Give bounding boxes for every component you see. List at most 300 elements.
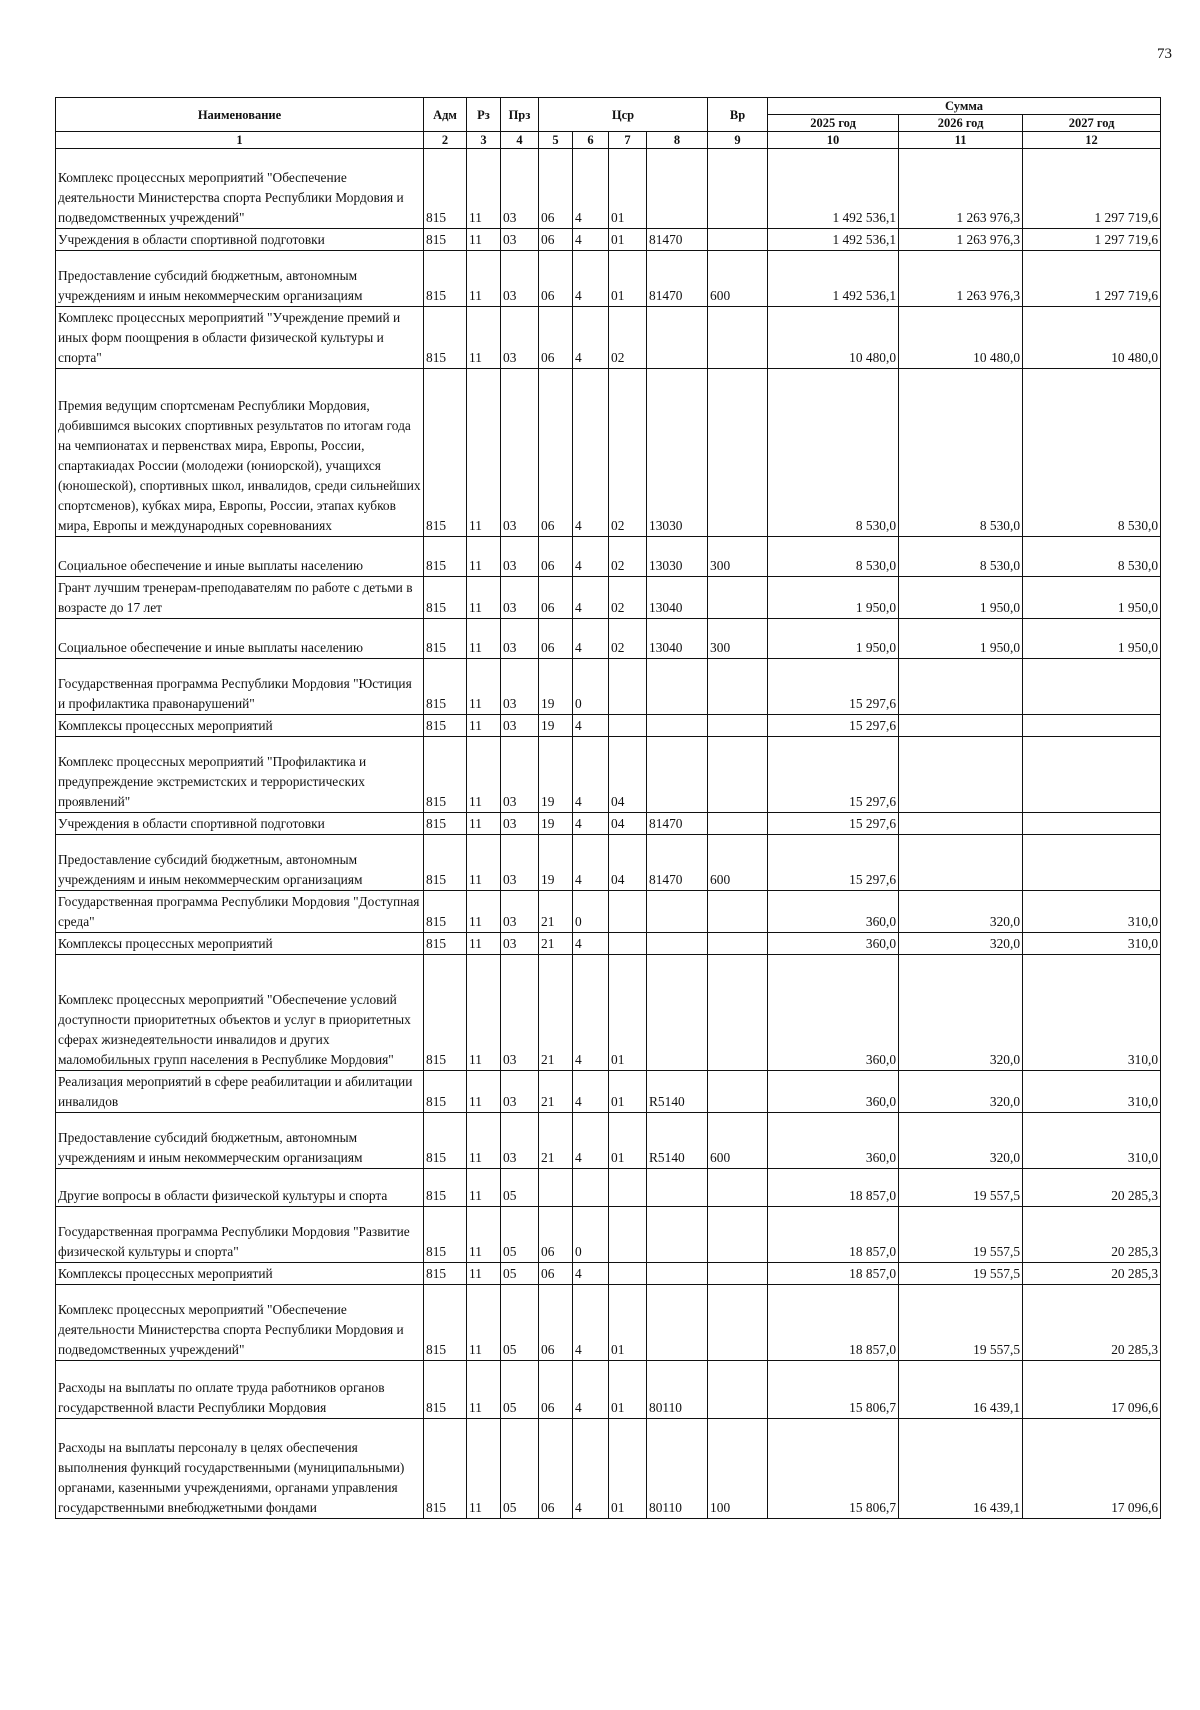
- row-rz: 11: [467, 577, 501, 619]
- row-rz: 11: [467, 955, 501, 1071]
- row-adm: 815: [424, 619, 467, 659]
- row-program: 21: [539, 933, 573, 955]
- table-row: [56, 619, 1161, 659]
- row-adm: 815: [424, 307, 467, 369]
- row-direction: 13040: [647, 577, 708, 619]
- row-direction: R5140: [647, 1071, 708, 1113]
- row-type: 0: [573, 891, 609, 933]
- row-name: Учреждения в области спортивной подготовки: [56, 813, 424, 835]
- table-row: [56, 955, 1161, 1071]
- row-prz: 03: [501, 229, 539, 251]
- row-amount-2025: 360,0: [768, 933, 899, 955]
- page-number: 73: [1157, 46, 1172, 62]
- row-direction: [647, 715, 708, 737]
- row-amount-2027: 1 950,0: [1023, 619, 1161, 659]
- row-amount-2027: 1 297 719,6: [1023, 149, 1161, 229]
- row-rz: 11: [467, 1113, 501, 1169]
- row-program: [539, 1169, 573, 1207]
- row-expense-type: [708, 149, 768, 229]
- row-prz: 05: [501, 1169, 539, 1207]
- row-subprogram: 01: [609, 955, 647, 1071]
- row-amount-2025: 8 530,0: [768, 369, 899, 537]
- row-type: [573, 1169, 609, 1207]
- table-header: [56, 98, 1161, 149]
- row-amount-2027: 1 297 719,6: [1023, 251, 1161, 307]
- row-rz: 11: [467, 715, 501, 737]
- row-amount-2027: 310,0: [1023, 1113, 1161, 1169]
- row-adm: 815: [424, 1361, 467, 1419]
- row-expense-type: 600: [708, 1113, 768, 1169]
- row-name: Комплекс процессных мероприятий "Учреждение премий и иных форм поощрения в области физической культуры и спорта": [56, 307, 424, 369]
- table-row: [56, 737, 1161, 813]
- row-name: Комплексы процессных мероприятий: [56, 1263, 424, 1285]
- row-adm: 815: [424, 229, 467, 251]
- table-row: [56, 813, 1161, 835]
- row-prz: 03: [501, 1113, 539, 1169]
- row-prz: 03: [501, 1071, 539, 1113]
- row-rz: 11: [467, 537, 501, 577]
- row-name: Грант лучшим тренерам-преподавателям по работе с детьми в возрасте до 17 лет: [56, 577, 424, 619]
- table-row: [56, 307, 1161, 369]
- row-adm: 815: [424, 1071, 467, 1113]
- row-subprogram: [609, 659, 647, 715]
- row-program: 21: [539, 1113, 573, 1169]
- row-rz: 11: [467, 933, 501, 955]
- row-program: 06: [539, 1419, 573, 1519]
- row-amount-2026: 19 557,5: [899, 1207, 1023, 1263]
- row-program: 06: [539, 619, 573, 659]
- row-amount-2027: 20 285,3: [1023, 1263, 1161, 1285]
- row-name: Реализация мероприятий в сфере реабилитации и абилитации инвалидов: [56, 1071, 424, 1113]
- row-program: 06: [539, 577, 573, 619]
- row-amount-2025: 360,0: [768, 1071, 899, 1113]
- row-name: Государственная программа Республики Мордовия "Доступная среда": [56, 891, 424, 933]
- row-rz: 11: [467, 1207, 501, 1263]
- row-name: Государственная программа Республики Мордовия "Юстиция и профилактика правонарушений": [56, 659, 424, 715]
- row-rz: 11: [467, 1361, 501, 1419]
- row-amount-2026: 1 950,0: [899, 619, 1023, 659]
- row-expense-type: [708, 369, 768, 537]
- row-type: 4: [573, 737, 609, 813]
- row-amount-2025: 15 806,7: [768, 1361, 899, 1419]
- column-number: 4: [501, 132, 539, 149]
- row-type: 4: [573, 835, 609, 891]
- column-number: 2: [424, 132, 467, 149]
- row-amount-2025: 1 950,0: [768, 577, 899, 619]
- row-prz: 03: [501, 955, 539, 1071]
- row-amount-2025: 18 857,0: [768, 1285, 899, 1361]
- row-program: 06: [539, 537, 573, 577]
- row-direction: 13040: [647, 619, 708, 659]
- row-prz: 03: [501, 737, 539, 813]
- row-adm: 815: [424, 1113, 467, 1169]
- row-program: 06: [539, 369, 573, 537]
- row-program: 19: [539, 813, 573, 835]
- row-amount-2026: 320,0: [899, 1113, 1023, 1169]
- row-direction: [647, 659, 708, 715]
- row-amount-2027: 310,0: [1023, 955, 1161, 1071]
- row-expense-type: [708, 1285, 768, 1361]
- row-amount-2025: 15 297,6: [768, 737, 899, 813]
- row-prz: 03: [501, 577, 539, 619]
- row-direction: 13030: [647, 537, 708, 577]
- row-name: Комплексы процессных мероприятий: [56, 715, 424, 737]
- row-name: Государственная программа Республики Мордовия "Развитие физической культуры и спорта": [56, 1207, 424, 1263]
- row-direction: [647, 737, 708, 813]
- row-prz: 05: [501, 1285, 539, 1361]
- row-prz: 03: [501, 891, 539, 933]
- row-adm: 815: [424, 577, 467, 619]
- row-name: Комплекс процессных мероприятий "Профилактика и предупреждение экстремистских и террористических проявлений": [56, 737, 424, 813]
- row-rz: 11: [467, 737, 501, 813]
- table-row: [56, 1207, 1161, 1263]
- row-amount-2025: 18 857,0: [768, 1207, 899, 1263]
- header-adm: Адм: [424, 98, 467, 132]
- row-type: 4: [573, 149, 609, 229]
- row-subprogram: 04: [609, 737, 647, 813]
- row-amount-2026: 16 439,1: [899, 1361, 1023, 1419]
- row-direction: [647, 891, 708, 933]
- row-direction: [647, 933, 708, 955]
- row-amount-2025: 15 297,6: [768, 813, 899, 835]
- table-row: [56, 1113, 1161, 1169]
- row-rz: 11: [467, 1071, 501, 1113]
- row-amount-2026: 1 263 976,3: [899, 229, 1023, 251]
- row-name: Премия ведущим спортсменам Республики Мордовия, добившимся высоких спортивных результатов по итогам года на чемпионатах и первенствах мира, Европы, России, спартакиадах России (молодежи (юниорской), учащихся (юношеской), спортивных школ, инвалидов, среди сильнейших спортсменов), кубках мира, Европы, России, этапах кубков мира, Европы и международных соревнованиях: [56, 369, 424, 537]
- row-amount-2025: 18 857,0: [768, 1263, 899, 1285]
- row-adm: 815: [424, 737, 467, 813]
- column-number: 3: [467, 132, 501, 149]
- row-amount-2027: 310,0: [1023, 1071, 1161, 1113]
- row-adm: 815: [424, 891, 467, 933]
- row-expense-type: [708, 1169, 768, 1207]
- row-prz: 03: [501, 537, 539, 577]
- row-amount-2027: 1 297 719,6: [1023, 229, 1161, 251]
- table-row: [56, 1071, 1161, 1113]
- row-direction: [647, 1263, 708, 1285]
- row-amount-2025: 1 492 536,1: [768, 229, 899, 251]
- row-subprogram: 01: [609, 1071, 647, 1113]
- row-program: 21: [539, 891, 573, 933]
- header-year-2026: 2026 год: [899, 115, 1023, 132]
- row-amount-2027: 20 285,3: [1023, 1169, 1161, 1207]
- row-adm: 815: [424, 251, 467, 307]
- row-prz: 05: [501, 1361, 539, 1419]
- row-type: 4: [573, 1361, 609, 1419]
- row-type: 4: [573, 955, 609, 1071]
- table-row: [56, 251, 1161, 307]
- row-expense-type: [708, 955, 768, 1071]
- column-number: 7: [609, 132, 647, 149]
- row-subprogram: 02: [609, 537, 647, 577]
- row-prz: 03: [501, 149, 539, 229]
- table-row: [56, 1285, 1161, 1361]
- row-name: Комплекс процессных мероприятий "Обеспечение деятельности Министерства спорта Республики Мордовия и подведомственных учреждений": [56, 149, 424, 229]
- row-rz: 11: [467, 659, 501, 715]
- row-name: Расходы на выплаты по оплате труда работников органов государственной власти Республики Мордовия: [56, 1361, 424, 1419]
- row-program: 06: [539, 149, 573, 229]
- row-subprogram: 01: [609, 1361, 647, 1419]
- row-name: Расходы на выплаты персоналу в целях обеспечения выполнения функций государственными (муниципальными) органами, казенными учреждениями, органами управления государственными внебюджетными фондами: [56, 1419, 424, 1519]
- row-subprogram: 01: [609, 1113, 647, 1169]
- row-name: Комплекс процессных мероприятий "Обеспечение деятельности Министерства спорта Республики Мордовия и подведомственных учреждений": [56, 1285, 424, 1361]
- table-row: [56, 1361, 1161, 1419]
- table-row: [56, 1169, 1161, 1207]
- row-name: Комплекс процессных мероприятий "Обеспечение условий доступности приоритетных объектов и услуг в приоритетных сферах жизнедеятельности инвалидов и других маломобильных групп населения в Республике Мордовия": [56, 955, 424, 1071]
- row-program: 06: [539, 1207, 573, 1263]
- row-expense-type: [708, 1207, 768, 1263]
- row-expense-type: 600: [708, 251, 768, 307]
- row-subprogram: [609, 933, 647, 955]
- row-prz: 03: [501, 659, 539, 715]
- row-subprogram: 04: [609, 835, 647, 891]
- row-type: 4: [573, 1263, 609, 1285]
- row-type: 4: [573, 933, 609, 955]
- row-program: 19: [539, 835, 573, 891]
- row-adm: 815: [424, 369, 467, 537]
- row-rz: 11: [467, 369, 501, 537]
- row-amount-2025: 18 857,0: [768, 1169, 899, 1207]
- row-expense-type: [708, 659, 768, 715]
- column-number: 9: [708, 132, 768, 149]
- row-amount-2026: [899, 737, 1023, 813]
- column-number: 1: [56, 132, 424, 149]
- header-name: Наименование: [56, 98, 424, 132]
- table-row: [56, 149, 1161, 229]
- table-row: [56, 933, 1161, 955]
- row-rz: 11: [467, 619, 501, 659]
- row-type: 4: [573, 813, 609, 835]
- row-type: 4: [573, 715, 609, 737]
- row-amount-2027: 20 285,3: [1023, 1207, 1161, 1263]
- table-row: [56, 577, 1161, 619]
- column-number: 12: [1023, 132, 1161, 149]
- table-row: [56, 537, 1161, 577]
- row-type: 0: [573, 659, 609, 715]
- row-expense-type: [708, 715, 768, 737]
- row-prz: 05: [501, 1419, 539, 1519]
- row-program: 06: [539, 1285, 573, 1361]
- row-prz: 03: [501, 813, 539, 835]
- table-row: [56, 1263, 1161, 1285]
- row-rz: 11: [467, 835, 501, 891]
- row-rz: 11: [467, 1263, 501, 1285]
- row-type: 4: [573, 307, 609, 369]
- row-amount-2027: 17 096,6: [1023, 1361, 1161, 1419]
- column-number: 6: [573, 132, 609, 149]
- row-subprogram: 04: [609, 813, 647, 835]
- row-subprogram: 01: [609, 1285, 647, 1361]
- row-expense-type: [708, 1071, 768, 1113]
- header-year-2025: 2025 год: [768, 115, 899, 132]
- row-type: 4: [573, 1113, 609, 1169]
- row-adm: 815: [424, 813, 467, 835]
- row-expense-type: [708, 1263, 768, 1285]
- row-amount-2026: [899, 659, 1023, 715]
- row-rz: 11: [467, 251, 501, 307]
- row-subprogram: 01: [609, 149, 647, 229]
- table-row: [56, 659, 1161, 715]
- row-adm: 815: [424, 835, 467, 891]
- row-direction: 81470: [647, 229, 708, 251]
- column-number: 8: [647, 132, 708, 149]
- row-adm: 815: [424, 1285, 467, 1361]
- table-row: [56, 1419, 1161, 1519]
- row-expense-type: [708, 891, 768, 933]
- row-subprogram: 01: [609, 1419, 647, 1519]
- row-program: 21: [539, 955, 573, 1071]
- row-amount-2026: 1 263 976,3: [899, 251, 1023, 307]
- row-adm: 815: [424, 715, 467, 737]
- column-number-row: [56, 132, 1161, 149]
- row-program: 06: [539, 229, 573, 251]
- header-prz: Прз: [501, 98, 539, 132]
- row-amount-2025: 8 530,0: [768, 537, 899, 577]
- row-direction: [647, 1207, 708, 1263]
- table-row: [56, 715, 1161, 737]
- row-prz: 03: [501, 835, 539, 891]
- row-amount-2026: [899, 715, 1023, 737]
- row-rz: 11: [467, 1419, 501, 1519]
- row-subprogram: 02: [609, 369, 647, 537]
- row-name: Другие вопросы в области физической культуры и спорта: [56, 1169, 424, 1207]
- row-amount-2027: 310,0: [1023, 891, 1161, 933]
- row-prz: 03: [501, 307, 539, 369]
- row-direction: 80110: [647, 1419, 708, 1519]
- row-rz: 11: [467, 1169, 501, 1207]
- column-number: 5: [539, 132, 573, 149]
- table-body: [56, 149, 1161, 1519]
- row-direction: 13030: [647, 369, 708, 537]
- row-subprogram: [609, 1263, 647, 1285]
- row-amount-2026: 8 530,0: [899, 369, 1023, 537]
- row-amount-2027: [1023, 659, 1161, 715]
- row-rz: 11: [467, 1285, 501, 1361]
- row-name: Предоставление субсидий бюджетным, автономным учреждениям и иным некоммерческим организациям: [56, 251, 424, 307]
- row-amount-2026: 16 439,1: [899, 1419, 1023, 1519]
- row-direction: 80110: [647, 1361, 708, 1419]
- row-subprogram: [609, 715, 647, 737]
- row-type: 4: [573, 537, 609, 577]
- row-expense-type: 300: [708, 619, 768, 659]
- row-name: Учреждения в области спортивной подготовки: [56, 229, 424, 251]
- row-amount-2027: [1023, 715, 1161, 737]
- row-amount-2027: [1023, 835, 1161, 891]
- row-subprogram: [609, 1207, 647, 1263]
- row-prz: 05: [501, 1263, 539, 1285]
- table-row: [56, 229, 1161, 251]
- row-direction: [647, 1285, 708, 1361]
- row-amount-2025: 10 480,0: [768, 307, 899, 369]
- row-type: 4: [573, 369, 609, 537]
- row-amount-2027: 20 285,3: [1023, 1285, 1161, 1361]
- row-expense-type: [708, 1361, 768, 1419]
- table-row: [56, 369, 1161, 537]
- row-amount-2026: 1 950,0: [899, 577, 1023, 619]
- column-number: 10: [768, 132, 899, 149]
- row-name: Предоставление субсидий бюджетным, автономным учреждениям и иным некоммерческим организациям: [56, 1113, 424, 1169]
- row-name: Социальное обеспечение и иные выплаты населению: [56, 619, 424, 659]
- header-csr: Цср: [539, 98, 708, 132]
- row-prz: 03: [501, 619, 539, 659]
- row-type: 4: [573, 251, 609, 307]
- row-direction: [647, 955, 708, 1071]
- row-amount-2026: 10 480,0: [899, 307, 1023, 369]
- row-amount-2025: 360,0: [768, 891, 899, 933]
- row-prz: 05: [501, 1207, 539, 1263]
- row-subprogram: 02: [609, 619, 647, 659]
- row-adm: 815: [424, 1419, 467, 1519]
- row-amount-2025: 15 806,7: [768, 1419, 899, 1519]
- row-expense-type: [708, 813, 768, 835]
- row-prz: 03: [501, 933, 539, 955]
- table-row: [56, 835, 1161, 891]
- row-amount-2025: 1 492 536,1: [768, 251, 899, 307]
- budget-table: [55, 97, 1161, 1519]
- row-program: 19: [539, 659, 573, 715]
- row-amount-2025: 360,0: [768, 1113, 899, 1169]
- header-sum: Сумма: [768, 98, 1161, 115]
- row-prz: 03: [501, 251, 539, 307]
- row-expense-type: [708, 577, 768, 619]
- row-rz: 11: [467, 307, 501, 369]
- row-amount-2026: 19 557,5: [899, 1169, 1023, 1207]
- row-subprogram: [609, 1169, 647, 1207]
- row-expense-type: 100: [708, 1419, 768, 1519]
- row-direction: [647, 1169, 708, 1207]
- row-amount-2027: [1023, 737, 1161, 813]
- row-rz: 11: [467, 891, 501, 933]
- row-direction: 81470: [647, 813, 708, 835]
- row-amount-2027: [1023, 813, 1161, 835]
- row-adm: 815: [424, 1207, 467, 1263]
- header-year-2027: 2027 год: [1023, 115, 1161, 132]
- row-subprogram: 01: [609, 229, 647, 251]
- row-amount-2027: 8 530,0: [1023, 537, 1161, 577]
- row-name: Комплексы процессных мероприятий: [56, 933, 424, 955]
- row-adm: 815: [424, 537, 467, 577]
- row-amount-2027: 310,0: [1023, 933, 1161, 955]
- row-program: 19: [539, 737, 573, 813]
- header-vr: Вр: [708, 98, 768, 132]
- row-amount-2027: 8 530,0: [1023, 369, 1161, 537]
- row-direction: 81470: [647, 835, 708, 891]
- row-amount-2026: 19 557,5: [899, 1263, 1023, 1285]
- row-amount-2025: 15 297,6: [768, 715, 899, 737]
- row-type: 4: [573, 1419, 609, 1519]
- row-amount-2027: 1 950,0: [1023, 577, 1161, 619]
- row-expense-type: [708, 737, 768, 813]
- row-amount-2026: 320,0: [899, 933, 1023, 955]
- row-direction: [647, 307, 708, 369]
- row-amount-2026: [899, 813, 1023, 835]
- row-amount-2026: 8 530,0: [899, 537, 1023, 577]
- row-direction: R5140: [647, 1113, 708, 1169]
- row-expense-type: 600: [708, 835, 768, 891]
- table-row: [56, 891, 1161, 933]
- row-amount-2025: 1 492 536,1: [768, 149, 899, 229]
- row-subprogram: 02: [609, 307, 647, 369]
- row-rz: 11: [467, 229, 501, 251]
- row-type: 4: [573, 577, 609, 619]
- row-program: 06: [539, 1263, 573, 1285]
- row-program: 21: [539, 1071, 573, 1113]
- row-amount-2026: 320,0: [899, 955, 1023, 1071]
- row-adm: 815: [424, 659, 467, 715]
- row-expense-type: 300: [708, 537, 768, 577]
- row-subprogram: 01: [609, 251, 647, 307]
- row-prz: 03: [501, 715, 539, 737]
